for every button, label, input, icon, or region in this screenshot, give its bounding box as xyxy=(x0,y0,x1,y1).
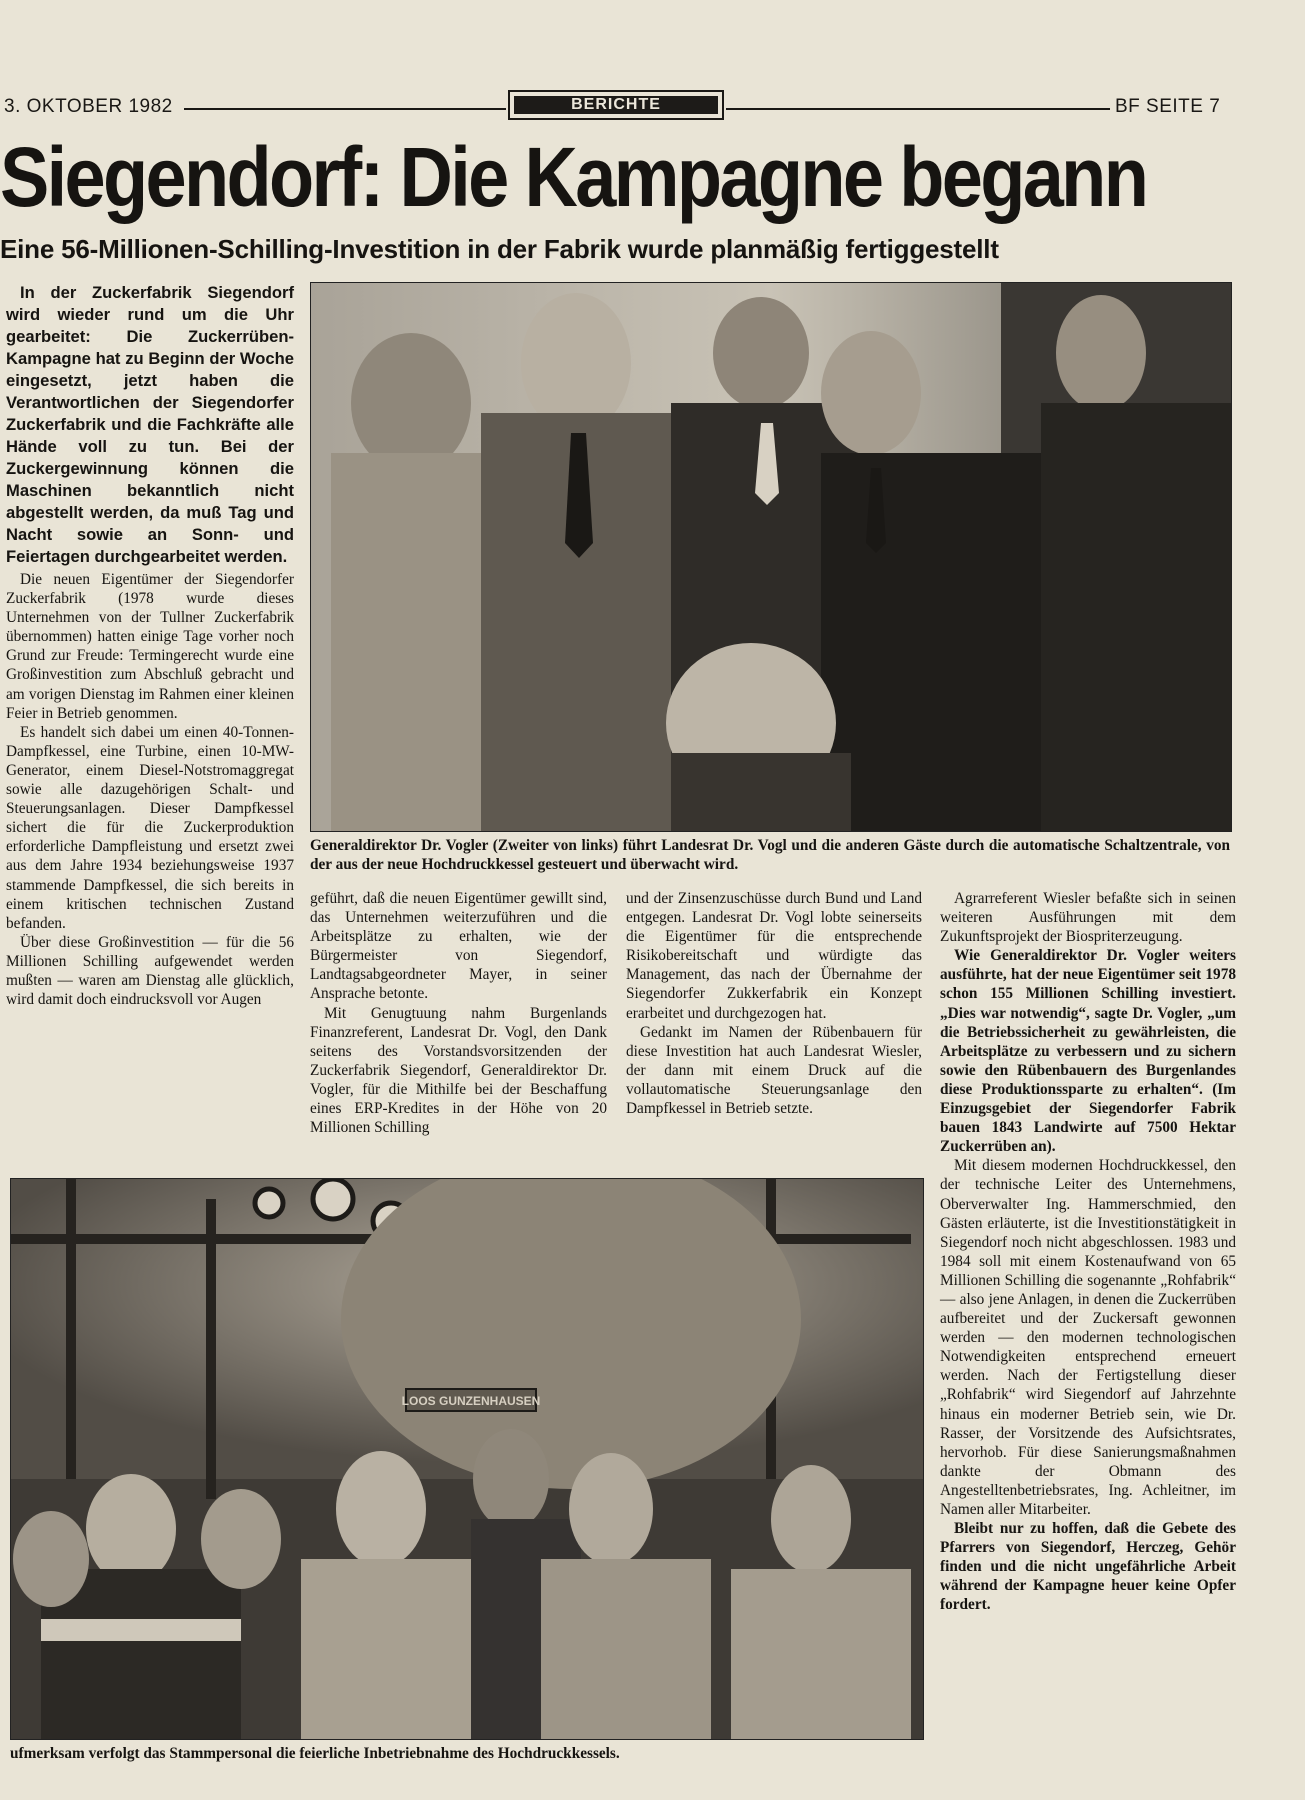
photo-control-room-image xyxy=(311,283,1231,831)
paragraph-bold: Bleibt nur zu hoffen, daß die Gebete des Pfarrers von Siegendorf, Herczeg, Gehör finden und die nicht ungefährliche Arbeit während der Kampagne heuer keine Opfer fordert. xyxy=(940,1520,1236,1614)
paragraph: Agrarreferent Wiesler befaßte sich in seinen weiteren Ausführungen mit dem Zukunftsprojekt der Biospriterzeugung. xyxy=(940,890,1236,946)
paragraph: und der Zinsenzuschüsse durch Bund und Land entgegen. Landesrat Dr. Vogl lobte seinerseits die Eigentümer für die entsprechende Risikobereitschaft und würdigte das Management, das nach der Übernahme der Siegendorfer Zukkerfabrik ein Konzept erarbeitet und durchgezogen hat. xyxy=(626,890,922,1022)
headline: Siegendorf: Die Kampagne begann xyxy=(0,130,1147,224)
article-column-4 xyxy=(940,889,1236,1615)
subheadline: Eine 56-Millionen-Schilling-Investition in der Fabrik wurde planmäßig fertiggestellt xyxy=(0,234,999,264)
paragraph: Mit Genugtuung nahm Burgenlands Finanzreferent, Landesrat Dr. Vogl, den Dank seitens des Vorstandsvorsitzenden der Zuckerfabrik Siegendorf, Generaldirektor Dr. Vogler, für die Mithilfe bei der Beschaffung eines ERP-Kredites in der Höhe von 20 Millionen Schilling xyxy=(310,1004,607,1137)
article-column-3 xyxy=(626,889,922,1118)
photo-caption-bottom: ufmerksam verfolgt das Stammpersonal die feierliche Inbetriebnahme des Hochdruckkessels. xyxy=(10,1745,620,1762)
paragraph: Über diese Großinvestition — für die 56 Millionen Schilling aufgewendet werden mußten — waren am Dienstag alle glücklich, wird damit doch eindrucksvoll vor Augen xyxy=(6,933,294,1009)
paragraph: Mit diesem modernen Hochdruckkessel, den der technische Leiter des Unternehmens, Oberverwalter Ing. Hammerschmied, den Gästen erläuterte, ist die Investitionstätigkeit in Siegendorf noch nicht abgeschlossen. 1983 und 1984 soll mit einem Kostenaufwand von 65 Millionen Schilling die sogenannte „Rohfabrik“ — also jene Anlagen, in denen die Zuckerrüben aufbereitet und der Zuckersaft gewonnen werden — den modernen technologischen Notwendigkeiten entsprechend erneuert werden. Nach der Fertigstellung dieser „Rohfabrik“ wird Siegendorf auf Jahrzehnte hinaus ein moderner Betrieb sein, wie Dr. Rasser, der Vorsitzende des Aufsichtsrates, hervorhob. Für diese Sanierungsmaßnahmen dankte der Obmann des Angestelltenbetriebsrates, Ing. Achleitner, im Namen aller Mitarbeiter. xyxy=(940,1157,1236,1518)
photo-staff-boiler-image xyxy=(11,1179,923,1739)
paragraph: Gedankt im Namen der Rübenbauern für diese Investition hat auch Landesrat Wiesler, der dann mit einem Druck auf die vollautomatische Steuerungsanlage den Dampfkessel in Betrieb setzte. xyxy=(626,1023,922,1118)
article-column-2 xyxy=(310,889,607,1137)
paragraph-bold: Wie Generaldirektor Dr. Vogler weiters ausführte, hat der neue Eigentümer seit 1978 schon 155 Millionen Schilling investiert. „Dies war notwendig“, sagte Dr. Vogler, „um die Betriebssicherheit zu gewährleisten, die Arbeitsplätze zu verbessern und zu sichern sowie den Rübenbauern des Burgenlandes diese Produktionssparte zu erhalten“. (Im Einzugsgebiet der Siegendorfer Fabrik bauen 1843 Landwirte auf 7500 Hektar Zuckerrüben an). xyxy=(940,947,1236,1156)
lead-paragraph: In der Zuckerfabrik Siegendorf wird wieder rund um die Uhr gearbeitet: Die Zuckerrüben-Kampagne hat zu Beginn der Woche eingesetzt, jetzt haben die Verantwortlichen der Siegendorfer Zuckerfabrik und die Fachkräfte alle Hände voll zu tun. Bei der Zuckergewinnung können die Maschinen bekanntlich nicht abgestellt werden, da muß Tag und Nacht sowie an Sonn- und Feiertagen durchgearbeitet werden. xyxy=(6,283,294,566)
photo-staff-boiler xyxy=(10,1178,924,1740)
paragraph: Die neuen Eigentümer der Siegendorfer Zuckerfabrik (1978 wurde dieses Unternehmen von der Tullner Zuckerfabrik übernommen) hatten einige Tage vorher noch Grund zur Freude: Termingerecht wurde eine Großinvestition zum Abschluß gebracht und am vorigen Dienstag im Rahmen einer kleinen Feier in Betrieb genommen. xyxy=(6,571,294,722)
photo-caption-top: Generaldirektor Dr. Vogler (Zweiter von links) führt Landesrat Dr. Vogl und die anderen Gäste durch die automatische Schaltzentrale, von der aus der neue Hochdruckkessel gesteuert und überwacht wird. xyxy=(310,837,1230,873)
header-rule-left xyxy=(184,108,506,110)
page-number: BF SEITE 7 xyxy=(1115,96,1221,117)
photo-control-room xyxy=(310,282,1232,832)
paragraph: geführt, daß die neuen Eigentümer gewillt sind, das Unternehmen weiterzuführen und die Arbeitsplätze zu erhalten, wie der Bürgermeister von Siegendorf, Landtagsabgeordneter Mayer, in seiner Ansprache betonte. xyxy=(310,890,607,1003)
boiler-nameplate: LOOS GUNZENHAUSEN xyxy=(401,1394,541,1408)
article-column-1 xyxy=(6,282,294,1009)
header-rule-right xyxy=(726,108,1110,110)
section-label: BERICHTE xyxy=(514,96,718,114)
paragraph: Es handelt sich dabei um einen 40-Tonnen-Dampfkessel, eine Turbine, einen 10-MW-Generator, einem Diesel-Notstromaggregat sowie alle dazugehörigen Schalt- und Steuerungsanlagen. Dieser Dampfkessel sichert die für die Zuckerproduktion erforderliche Dampfleistung und ersetzt zwei aus dem Jahre 1934 beziehungsweise 1937 stammende Dampfkessel, die sich bereits in einem kritischen technischen Zustand befanden. xyxy=(6,723,294,932)
issue-date: 3. OKTOBER 1982 xyxy=(4,96,173,117)
section-badge xyxy=(508,90,724,120)
